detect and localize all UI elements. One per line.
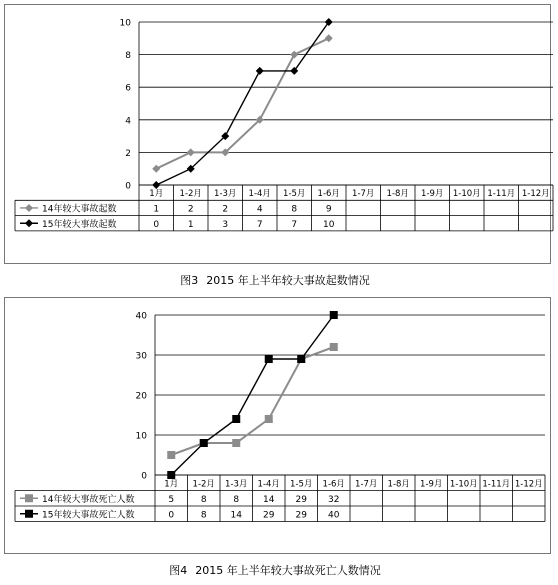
chart-death-count <box>4 297 551 554</box>
x-tick-label: 1-6月 <box>317 189 340 200</box>
legend-key-marker <box>25 510 33 518</box>
data-table-value: 2 <box>222 204 229 215</box>
data-table-value: 14 <box>263 494 275 505</box>
y-tick-label: 4 <box>125 116 131 127</box>
x-tick-label: 1-4月 <box>257 479 280 490</box>
data-point <box>232 415 240 423</box>
data-table-value: 4 <box>256 204 263 215</box>
data-point <box>265 355 273 363</box>
data-table-value: 8 <box>200 494 207 505</box>
x-tick-label: 1-3月 <box>214 189 237 200</box>
data-table-value: 1 <box>187 219 194 230</box>
x-tick-label: 1-12月 <box>514 479 543 490</box>
y-tick-label: 10 <box>135 431 147 442</box>
data-table-value: 29 <box>295 494 307 505</box>
x-tick-label: 1-2月 <box>179 189 202 200</box>
data-table-value: 8 <box>291 204 298 215</box>
data-table-value: 8 <box>200 510 207 521</box>
series-line <box>171 347 334 455</box>
x-tick-label: 1-7月 <box>352 189 375 200</box>
data-table-value: 10 <box>323 219 335 230</box>
data-table-value: 32 <box>328 494 340 505</box>
x-tick-label: 1-8月 <box>386 189 409 200</box>
data-point <box>232 439 240 447</box>
x-tick-label: 1-10月 <box>449 479 478 490</box>
data-point <box>167 471 175 479</box>
data-point <box>297 355 305 363</box>
x-tick-label: 1-9月 <box>420 479 443 490</box>
legend-series-name: 15年较大事故起数 <box>42 219 117 230</box>
data-table-value: 9 <box>325 204 332 215</box>
x-tick-label: 1-12月 <box>521 189 550 200</box>
legend-key-marker <box>25 494 33 502</box>
data-table-value: 0 <box>153 219 160 230</box>
x-tick-label: 1-6月 <box>322 479 345 490</box>
data-point <box>330 343 338 351</box>
x-tick-label: 1-11月 <box>482 479 511 490</box>
y-tick-label: 2 <box>125 148 131 159</box>
x-tick-label: 1-4月 <box>248 189 271 200</box>
data-table-value: 5 <box>168 494 175 505</box>
x-tick-label: 1-8月 <box>387 479 410 490</box>
data-table-value: 1 <box>153 204 160 215</box>
data-point <box>290 51 298 59</box>
y-tick-label: 0 <box>125 181 131 192</box>
x-tick-label: 1-10月 <box>452 189 481 200</box>
data-point <box>325 34 333 42</box>
series-line <box>156 22 329 185</box>
x-tick-label: 1-11月 <box>487 189 516 200</box>
data-table-value: 3 <box>222 219 229 230</box>
chart-death-count-svg <box>5 298 550 553</box>
data-table-value: 40 <box>328 510 340 521</box>
x-tick-label: 1-3月 <box>225 479 248 490</box>
figure-caption-accident-count <box>0 272 558 288</box>
figure-title: 2015 年上半年较大事故起数情况 <box>206 274 370 287</box>
data-point <box>167 451 175 459</box>
data-table-value: 8 <box>233 494 240 505</box>
x-tick-label: 1月 <box>164 479 179 490</box>
y-tick-label: 6 <box>125 83 131 94</box>
y-tick-label: 20 <box>135 391 147 402</box>
data-table-value: 7 <box>256 219 263 230</box>
x-tick-label: 1-2月 <box>192 479 215 490</box>
figure-caption-death-count <box>0 562 558 578</box>
data-table-value: 29 <box>295 510 307 521</box>
legend-series-name: 14年较大事故起数 <box>42 204 117 215</box>
data-point <box>330 311 338 319</box>
y-tick-label: 0 <box>141 471 147 482</box>
data-point <box>256 67 264 75</box>
figure-label: 图4 <box>169 564 188 577</box>
data-point <box>265 415 273 423</box>
y-tick-label: 30 <box>135 351 147 362</box>
x-tick-label: 1-7月 <box>355 479 378 490</box>
x-tick-label: 1月 <box>149 189 164 200</box>
chart-accident-count <box>4 4 551 264</box>
data-table-value: 2 <box>187 204 194 215</box>
data-table-value: 29 <box>263 510 275 521</box>
y-tick-label: 10 <box>119 18 131 29</box>
legend-key-marker <box>25 204 33 212</box>
y-tick-label: 40 <box>135 311 147 322</box>
legend-series-name: 15年较大事故死亡人数 <box>42 510 135 521</box>
chart-accident-count-svg <box>5 5 550 263</box>
data-table-value: 0 <box>168 510 175 521</box>
data-point <box>187 148 195 156</box>
y-tick-label: 8 <box>125 51 131 62</box>
data-table-value: 7 <box>291 219 298 230</box>
figure-title: 2015 年上半年较大事故死亡人数情况 <box>195 564 381 577</box>
legend-series-name: 14年较大事故死亡人数 <box>42 494 135 505</box>
figure-label: 图3 <box>180 274 199 287</box>
data-point <box>200 439 208 447</box>
data-point <box>152 181 160 189</box>
data-point <box>152 165 160 173</box>
x-tick-label: 1-5月 <box>290 479 313 490</box>
x-tick-label: 1-9月 <box>421 189 444 200</box>
legend-key-marker <box>25 219 33 227</box>
data-table-value: 14 <box>230 510 242 521</box>
x-tick-label: 1-5月 <box>283 189 306 200</box>
